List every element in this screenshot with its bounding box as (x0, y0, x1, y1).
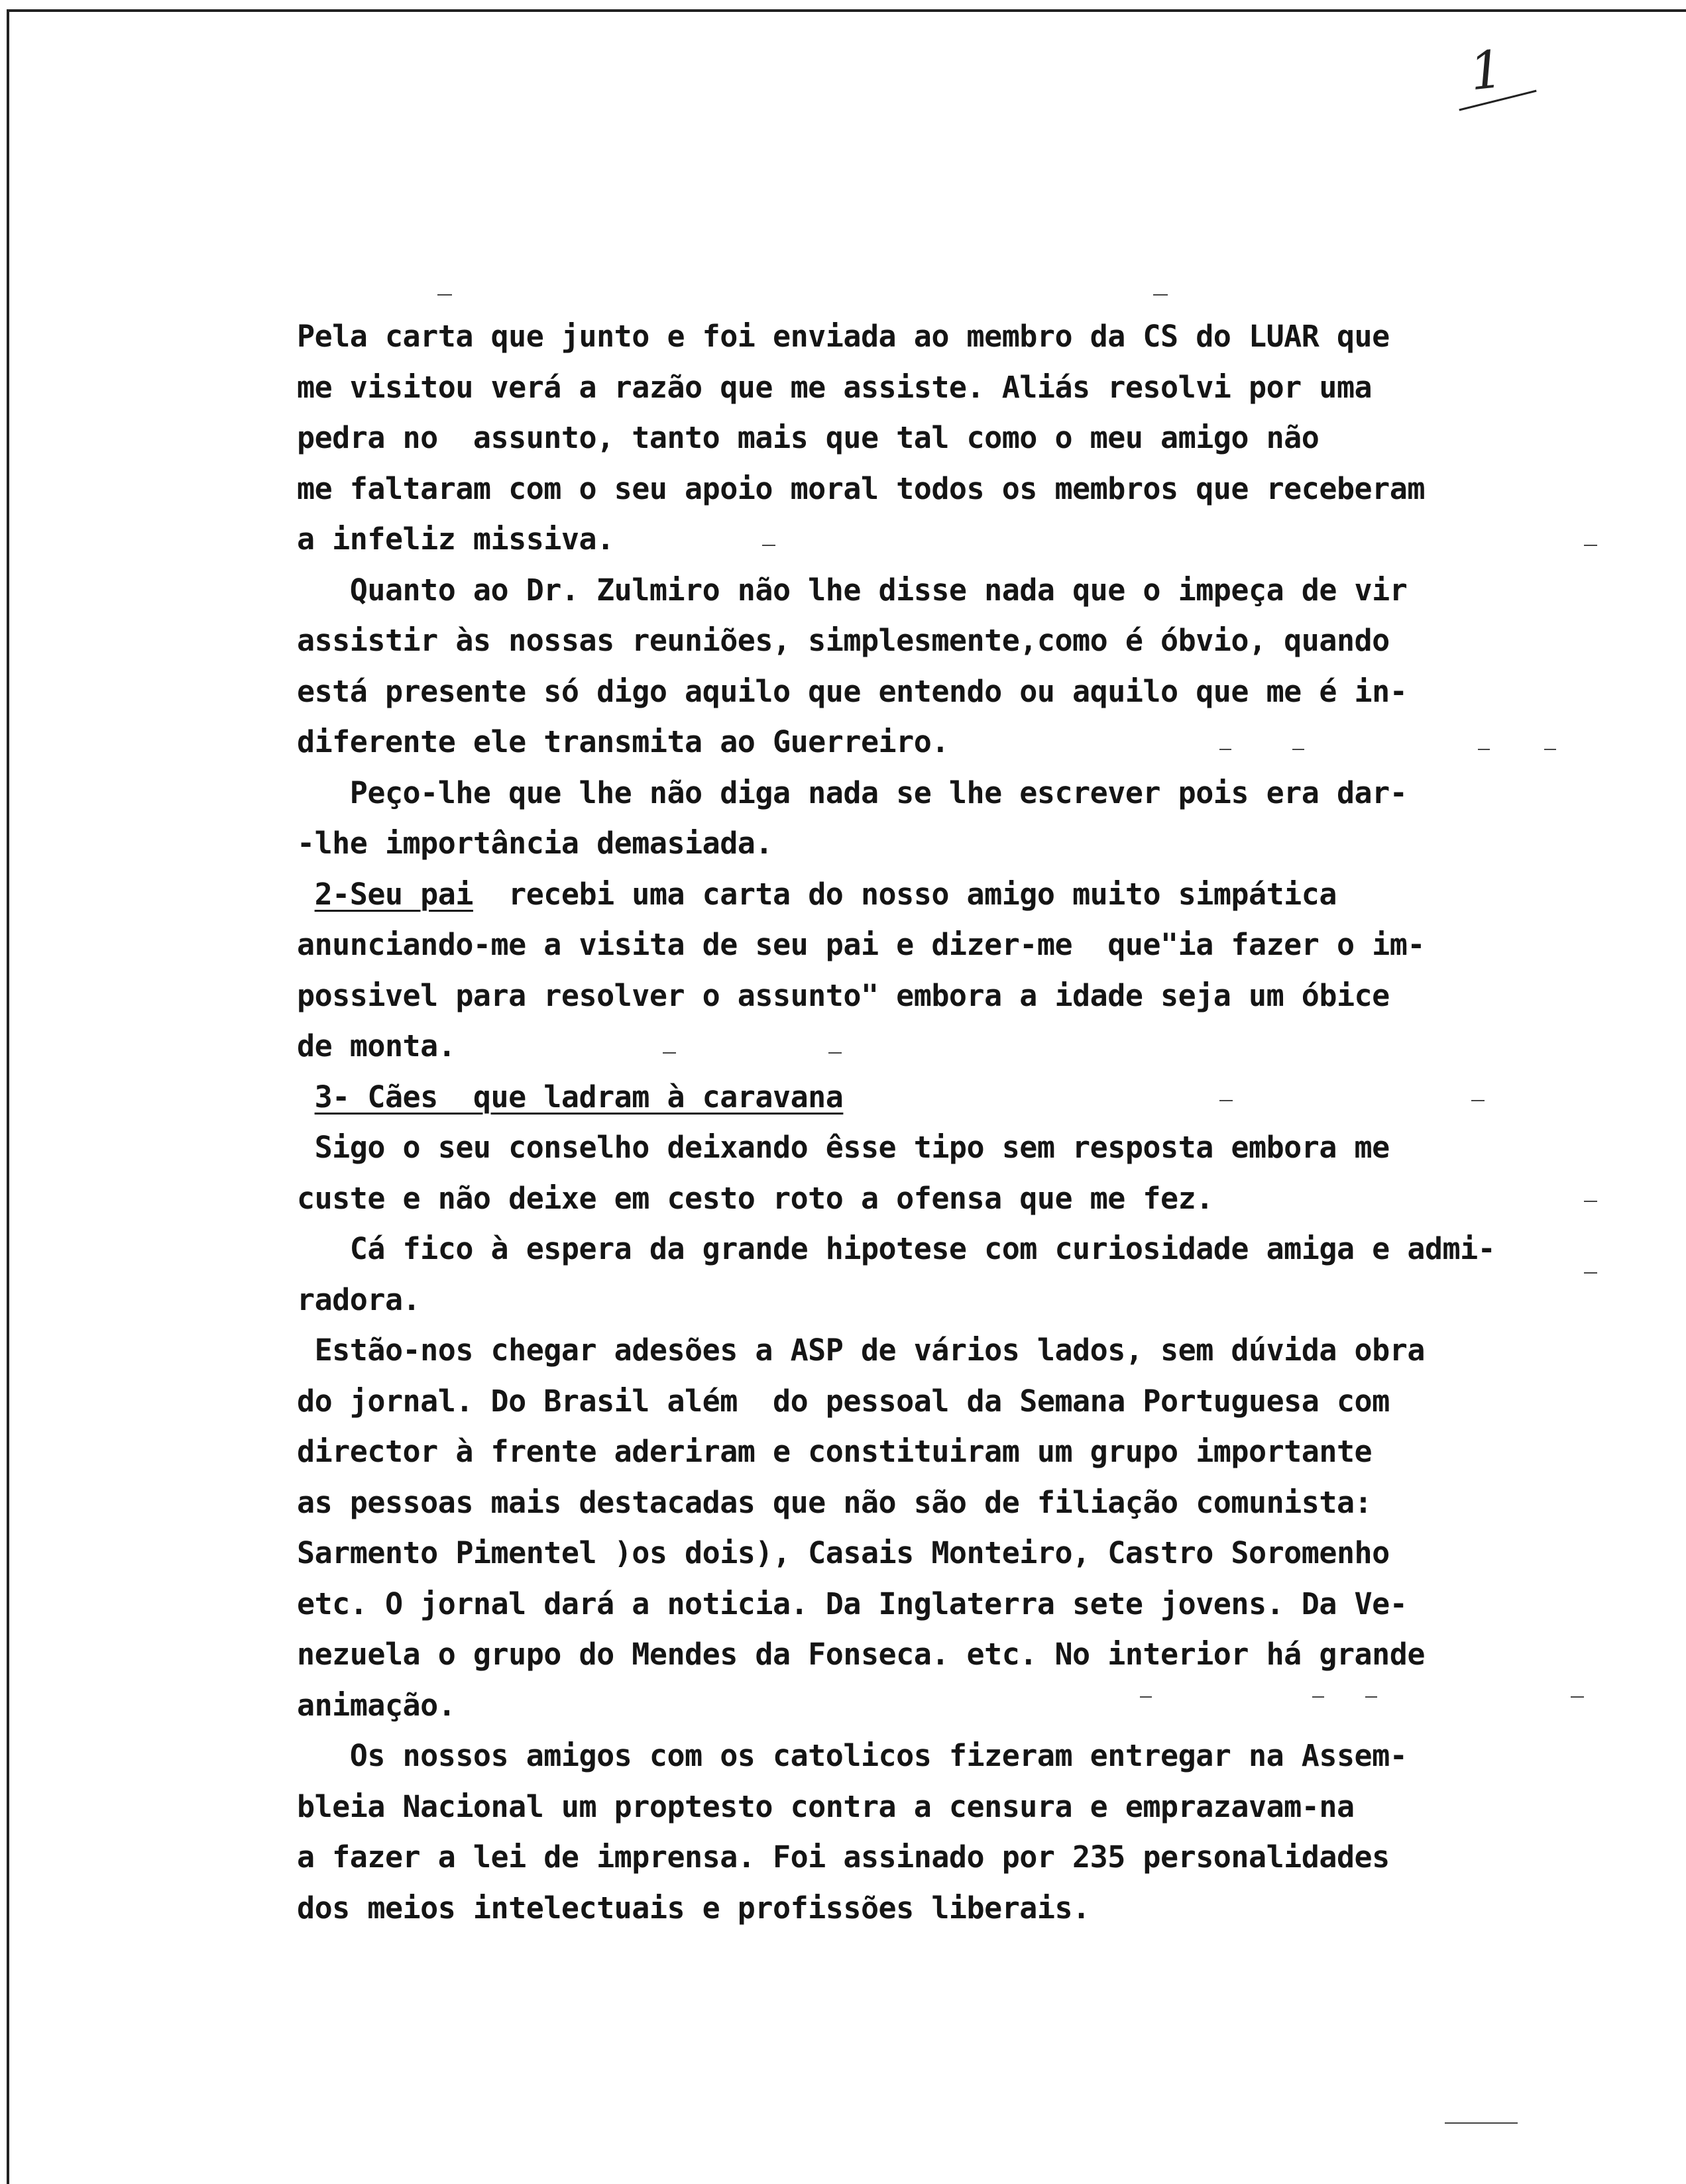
page-border-top (7, 9, 1686, 12)
page-number: 1 (1467, 39, 1506, 103)
typewriter-mark (437, 294, 452, 296)
text-line: está presente só digo aquilo que entendo ou aquilo que me é in- (297, 673, 1408, 709)
text-line: director à frente aderiram e constituiram um grupo importante (297, 1434, 1373, 1469)
text-line: etc. O jornal dará a noticia. Da Inglaterra sete jovens. Da Ve- (297, 1586, 1408, 1621)
text-line: bleia Nacional um proptesto contra a censura e emprazavam-na (297, 1788, 1355, 1824)
text-line: de monta. (297, 1028, 456, 1064)
text-line: a infeliz missiva. (297, 521, 614, 557)
text-line: animação. (297, 1687, 456, 1723)
typewriter-mark (1153, 294, 1168, 296)
text-line: nezuela o grupo do Mendes da Fonseca. etc. No interior há grande (297, 1637, 1425, 1672)
text-line: dos meios intelectuais e profissões liberais. (297, 1890, 1090, 1926)
text-line: anunciando-me a visita de seu pai e dizer-me que"ia fazer o im- (297, 927, 1425, 962)
text-line: custe e não deixe em cesto roto a ofensa que me fez. (297, 1180, 1213, 1216)
text-line: radora. (297, 1282, 421, 1317)
section-heading: 2-Seu pai (314, 876, 473, 912)
text-line: assistir às nossas reuniões, simplesmente,como é óbvio, quando (297, 623, 1390, 658)
text-line: do jornal. Do Brasil além do pessoal da Semana Portuguesa com (297, 1383, 1390, 1419)
section-heading: 3- Cães que ladram à caravana (314, 1079, 844, 1115)
text-line: Sarmento Pimentel )os dois), Casais Monteiro, Castro Soromenho (297, 1535, 1390, 1570)
text-line: a fazer a lei de imprensa. Foi assinado por 235 personalidades (297, 1839, 1390, 1875)
text-line: me faltaram com o seu apoio moral todos os membros que receberam (297, 470, 1425, 506)
text-line: Sigo o seu conselho deixando êsse tipo sem resposta embora me (314, 1130, 1390, 1165)
text-line: diferente ele transmita ao Guerreiro. (297, 724, 949, 759)
section-heading-line (297, 1072, 1629, 1123)
text-line: as pessoas mais destacadas que não são de filiação comunista: (297, 1484, 1373, 1520)
text-line: Cá fico à espera da grande hipotese com curiosidade amiga e admi- (297, 1231, 1496, 1266)
text-line: possivel para resolver o assunto" embora a idade seja um óbice (297, 977, 1390, 1013)
text-line: Pela carta que junto e foi enviada ao membro da CS do LUAR que (297, 319, 1390, 354)
letter-body (297, 311, 1629, 1934)
text-line: -lhe importância demasiada. (297, 826, 773, 861)
text-line: Peço-lhe que lhe não diga nada se lhe escrever pois era dar- (349, 775, 1408, 810)
section-heading-line: 2-Seu pai recebi uma carta do nosso amigo muito simpática (314, 876, 1337, 912)
text-line: me visitou verá a razão que me assiste. Aliás resolvi por uma (297, 369, 1373, 405)
text-line: pedra no assunto, tanto mais que tal como o meu amigo não (297, 420, 1320, 455)
text-line: Estão-nos chegar adesões a ASP de vários lados, sem dúvida obra (314, 1333, 1425, 1368)
page-border-left (7, 9, 9, 2184)
typewriter-mark (1445, 2122, 1518, 2124)
text-line: Quanto ao Dr. Zulmiro não lhe disse nada que o impeça de vir (349, 572, 1408, 608)
text-line: Os nossos amigos com os catolicos fizeram entregar na Assem- (349, 1738, 1408, 1773)
